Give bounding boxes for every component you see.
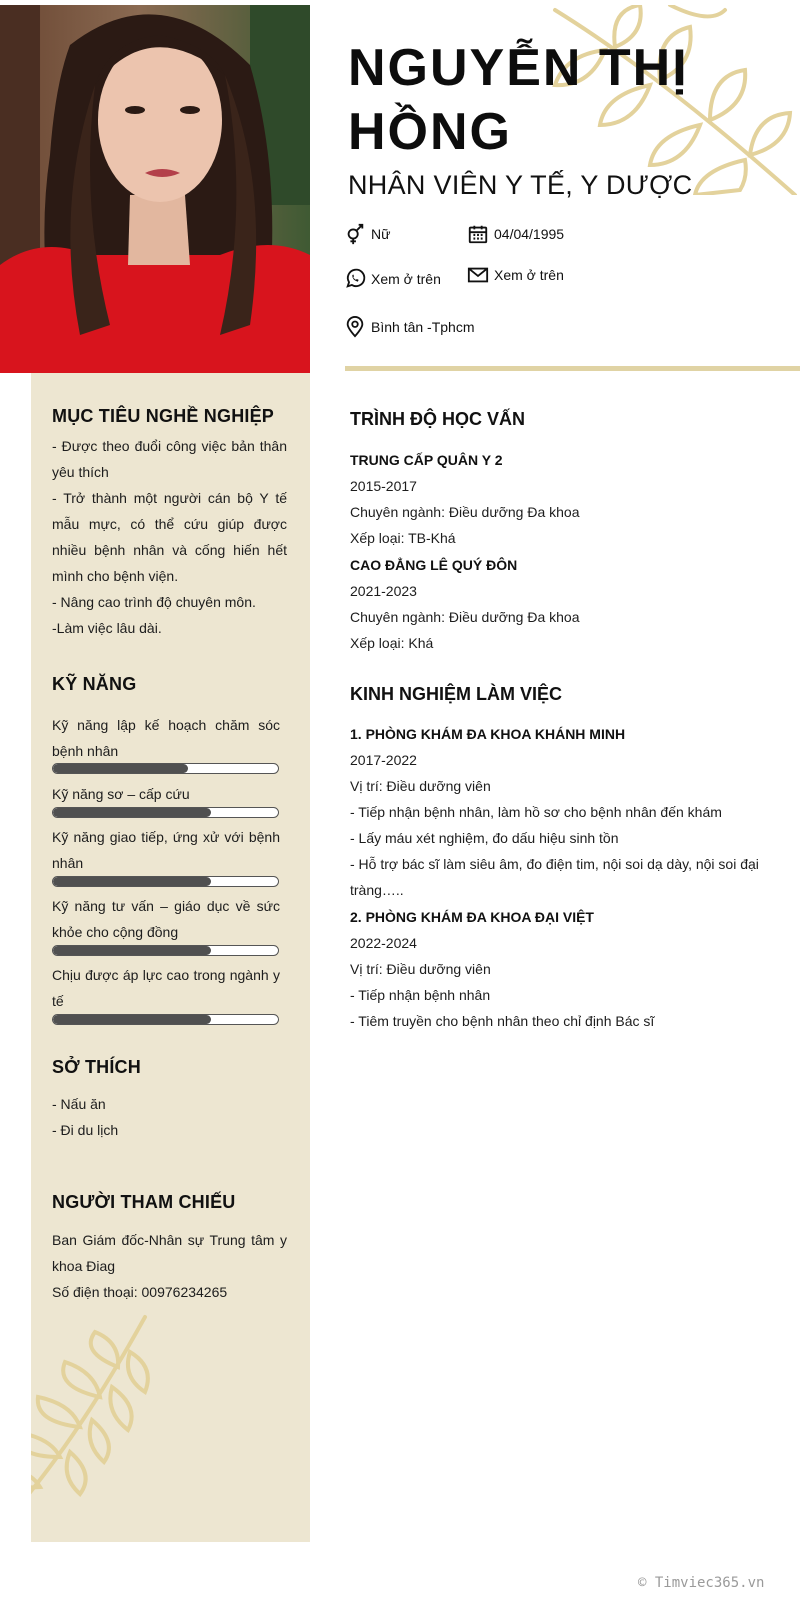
objective-line: -Làm việc lâu dài. [52,620,162,636]
gender-icon [344,223,366,245]
objective-line: - Được theo đuổi công việc bản thân yêu thích [52,438,287,480]
profile-photo [0,5,310,373]
hobbies-title: SỞ THÍCH [52,1057,141,1077]
references-text [52,1227,287,1305]
experience-years: 2022-2024 [350,935,417,951]
skill-label: Kỹ năng lập kế hoạch chăm sóc bệnh nhân [52,717,280,759]
reference-line: Ban Giám đốc-Nhân sự Trung tâm y khoa Điag [52,1232,287,1274]
references-title: NGƯỜI THAM CHIẾU [52,1192,236,1212]
experience-entry [350,721,790,903]
whatsapp-phone-icon [344,268,366,290]
email-value: Xem ở trên [494,267,564,283]
full-name: NGUYỄN THỊ HỒNG [348,39,689,161]
education-years: 2021-2023 [350,583,417,599]
calendar-icon [467,223,489,245]
experience-duty: - Tiếp nhận bệnh nhân [350,987,491,1003]
address-info [344,316,475,338]
experience-duty: - Tiêm truyền cho bệnh nhân theo chỉ định Bác sĩ [350,1013,655,1029]
watermark: © Timviec365.vn [638,1575,765,1591]
header-divider [345,366,800,371]
experience-duty: - Hỗ trợ bác sĩ làm siêu âm, đo điện tim, nội soi dạ dày, nội soi đại tràng….. [350,856,759,898]
skill-bar-fill [53,1015,211,1024]
school-name: CAO ĐẲNG LÊ QUÝ ĐÔN [350,557,518,573]
experience-duty: - Lấy máu xét nghiệm, đo dấu hiệu sinh tồn [350,830,619,846]
hobby-item: - Đi du lịch [52,1122,119,1138]
skill-label: Kỹ năng giao tiếp, ứng xử với bệnh nhân [52,829,280,871]
experience-years: 2017-2022 [350,752,417,768]
birthday-info [467,223,564,245]
objective-text [52,433,287,641]
skill-label: Chịu được áp lực cao trong ngành y tế [52,967,280,1009]
skill-bar [52,763,279,774]
experience-title: KINH NGHIỆM LÀM VIỆC [350,684,563,704]
skill-bar-fill [53,764,188,773]
skill-bar-fill [53,877,211,886]
education-grade: Xếp loại: Khá [350,635,434,651]
experience-entry [350,904,790,1034]
email-info [467,264,564,286]
school-name: TRUNG CẤP QUÂN Y 2 [350,452,503,468]
job-title: NHÂN VIÊN Y TẾ, Y DƯỢC [348,170,693,200]
experience-position: Vị trí: Điều dưỡng viên [350,778,491,794]
objective-line: - Trở thành một người cán bộ Y tế mẫu mực, có thể cứu giúp được nhiều bệnh nhân và cống hiến hết mình cho bệnh viện. [52,490,287,584]
education-entry [350,552,790,656]
skill-bar-fill [53,808,211,817]
location-pin-icon [344,316,366,338]
address-value: Bình tân -Tphcm [371,319,475,335]
company-name: 2. PHÒNG KHÁM ĐA KHOA ĐẠI VIỆT [350,909,594,925]
leaf-decoration-icon [31,1312,190,1542]
objective-line: - Nâng cao trình độ chuyên môn. [52,594,256,610]
skills-title: KỸ NĂNG [52,674,137,694]
reference-line: Số điện thoại: 00976234265 [52,1284,228,1300]
gender-value: Nữ [371,226,391,242]
hobby-item: - Nấu ăn [52,1096,106,1112]
phone-value: Xem ở trên [371,271,441,287]
company-name: 1. PHÒNG KHÁM ĐA KHOA KHÁNH MINH [350,726,626,742]
skill-label: Kỹ năng sơ – cấp cứu [52,786,190,802]
skill-bar [52,807,279,818]
education-major: Chuyên ngành: Điều dưỡng Đa khoa [350,609,580,625]
skill-bar-fill [53,946,211,955]
phone-info [344,268,441,290]
experience-position: Vị trí: Điều dưỡng viên [350,961,491,977]
skill-label: Kỹ năng tư vấn – giáo dục về sức khỏe cho cộng đồng [52,898,280,940]
education-title: TRÌNH ĐỘ HỌC VẤN [350,409,525,429]
objective-title: MỤC TIÊU NGHỀ NGHIỆP [52,406,275,426]
gender-info [344,223,390,245]
education-entry [350,447,790,551]
mail-icon [467,264,489,286]
education-major: Chuyên ngành: Điều dưỡng Đa khoa [350,504,580,520]
education-grade: Xếp loại: TB-Khá [350,530,456,546]
birthday-value: 04/04/1995 [494,226,565,242]
education-years: 2015-2017 [350,478,417,494]
skill-bar [52,1014,279,1025]
skill-bar [52,876,279,887]
hobbies-list [52,1091,287,1143]
skill-bar [52,945,279,956]
experience-duty: - Tiếp nhận bệnh nhân, làm hồ sơ cho bệnh nhân đến khám [350,804,722,820]
